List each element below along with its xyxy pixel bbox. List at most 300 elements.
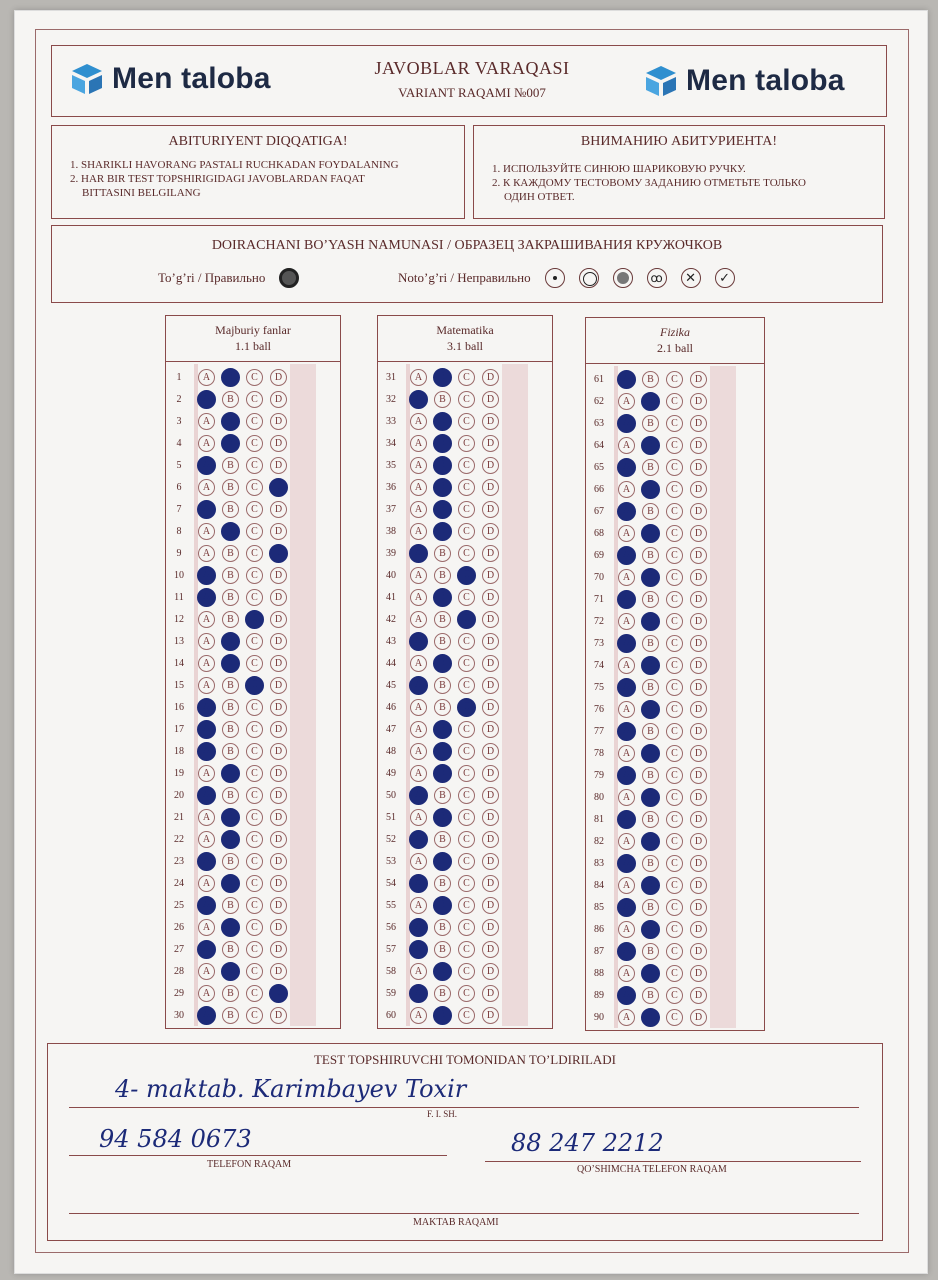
answer-bubble-c[interactable]: C [246, 435, 263, 452]
answer-bubble-a[interactable]: A [410, 809, 427, 826]
answer-bubble-a[interactable]: A [410, 655, 427, 672]
answer-bubble-b[interactable]: B [221, 522, 240, 541]
answer-bubble-b[interactable]: B [222, 897, 239, 914]
answer-bubble-a[interactable]: A [197, 588, 216, 607]
answer-bubble-b[interactable]: B [642, 987, 659, 1004]
answer-bubble-d[interactable]: D [482, 545, 499, 562]
answer-bubble-d[interactable]: D [482, 919, 499, 936]
answer-bubble-a[interactable]: A [198, 611, 215, 628]
answer-bubble-c[interactable]: C [246, 985, 263, 1002]
answer-bubble-d[interactable]: D [482, 985, 499, 1002]
answer-bubble-c[interactable]: C [246, 853, 263, 870]
answer-bubble-b[interactable]: B [434, 611, 451, 628]
answer-bubble-b[interactable]: B [434, 545, 451, 562]
answer-bubble-b[interactable]: B [222, 611, 239, 628]
answer-bubble-a[interactable]: A [617, 370, 636, 389]
answer-bubble-d[interactable]: D [690, 987, 707, 1004]
answer-bubble-c[interactable]: C [458, 369, 475, 386]
answer-bubble-a[interactable]: A [618, 789, 635, 806]
answer-bubble-a[interactable]: A [410, 435, 427, 452]
answer-bubble-d[interactable]: D [482, 523, 499, 540]
answer-bubble-c[interactable]: C [458, 941, 475, 958]
answer-bubble-c[interactable]: C [666, 635, 683, 652]
answer-bubble-c[interactable]: C [246, 699, 263, 716]
answer-bubble-a[interactable]: A [409, 786, 428, 805]
answer-bubble-b[interactable]: B [434, 677, 451, 694]
answer-bubble-a[interactable]: A [198, 765, 215, 782]
answer-bubble-b[interactable]: B [222, 1007, 239, 1024]
answer-bubble-a[interactable]: A [409, 984, 428, 1003]
answer-bubble-c[interactable]: C [458, 589, 475, 606]
answer-bubble-a[interactable]: A [410, 963, 427, 980]
answer-bubble-d[interactable]: D [482, 831, 499, 848]
answer-bubble-d[interactable]: D [482, 677, 499, 694]
answer-bubble-a[interactable]: A [409, 874, 428, 893]
answer-bubble-a[interactable]: A [198, 985, 215, 1002]
answer-bubble-d[interactable]: D [482, 699, 499, 716]
answer-bubble-b[interactable]: B [641, 876, 660, 895]
answer-bubble-b[interactable]: B [222, 699, 239, 716]
answer-bubble-a[interactable]: A [618, 393, 635, 410]
answer-bubble-a[interactable]: A [198, 413, 215, 430]
fio-value[interactable]: 4- maktab. Karimbayev Toxir [115, 1075, 467, 1103]
answer-bubble-c[interactable]: C [246, 391, 263, 408]
answer-bubble-a[interactable]: A [197, 852, 216, 871]
answer-bubble-d[interactable]: D [270, 567, 287, 584]
answer-bubble-b[interactable]: B [434, 919, 451, 936]
answer-bubble-c[interactable]: C [246, 479, 263, 496]
answer-bubble-c[interactable]: C [458, 809, 475, 826]
answer-bubble-d[interactable]: D [270, 633, 287, 650]
answer-bubble-c[interactable]: C [458, 875, 475, 892]
answer-bubble-d[interactable]: D [482, 611, 499, 628]
answer-bubble-a[interactable]: A [410, 743, 427, 760]
answer-bubble-c[interactable]: C [666, 833, 683, 850]
answer-bubble-c[interactable]: C [246, 721, 263, 738]
answer-bubble-c[interactable]: C [246, 963, 263, 980]
answer-bubble-c[interactable]: C [666, 965, 683, 982]
answer-bubble-a[interactable]: A [197, 1006, 216, 1025]
answer-bubble-d[interactable]: D [690, 767, 707, 784]
answer-bubble-c[interactable]: C [246, 743, 263, 760]
answer-bubble-c[interactable]: C [458, 655, 475, 672]
answer-bubble-b[interactable]: B [642, 811, 659, 828]
answer-bubble-a[interactable]: A [617, 942, 636, 961]
answer-bubble-d[interactable]: D [482, 413, 499, 430]
answer-bubble-c[interactable]: C [246, 919, 263, 936]
answer-bubble-c[interactable]: C [246, 655, 263, 672]
answer-bubble-d[interactable]: D [690, 1009, 707, 1026]
answer-bubble-d[interactable]: D [482, 567, 499, 584]
answer-bubble-a[interactable]: A [617, 502, 636, 521]
answer-bubble-c[interactable]: C [458, 677, 475, 694]
answer-bubble-a[interactable]: A [198, 369, 215, 386]
answer-bubble-d[interactable]: D [270, 919, 287, 936]
answer-bubble-b[interactable]: B [641, 612, 660, 631]
answer-bubble-a[interactable]: A [617, 986, 636, 1005]
answer-bubble-b[interactable]: B [433, 588, 452, 607]
answer-bubble-c[interactable]: C [666, 987, 683, 1004]
answer-bubble-b[interactable]: B [222, 985, 239, 1002]
answer-bubble-d[interactable]: D [690, 437, 707, 454]
answer-bubble-c[interactable]: C [246, 567, 263, 584]
answer-bubble-a[interactable]: A [410, 479, 427, 496]
answer-bubble-d[interactable]: D [270, 897, 287, 914]
answer-bubble-c[interactable]: C [458, 985, 475, 1002]
answer-bubble-c[interactable]: C [458, 391, 475, 408]
answer-bubble-c[interactable]: C [666, 767, 683, 784]
answer-bubble-d[interactable]: D [270, 391, 287, 408]
answer-bubble-b[interactable]: B [222, 941, 239, 958]
answer-bubble-c[interactable]: C [666, 613, 683, 630]
answer-bubble-b[interactable]: B [641, 524, 660, 543]
answer-bubble-c[interactable]: C [666, 459, 683, 476]
answer-bubble-b[interactable]: B [642, 679, 659, 696]
answer-bubble-d[interactable]: D [482, 633, 499, 650]
answer-bubble-c[interactable]: C [458, 831, 475, 848]
answer-bubble-d[interactable]: D [482, 1007, 499, 1024]
answer-bubble-c[interactable]: C [666, 811, 683, 828]
answer-bubble-a[interactable]: A [410, 699, 427, 716]
answer-bubble-b[interactable]: B [221, 808, 240, 827]
answer-bubble-c[interactable]: C [458, 787, 475, 804]
answer-bubble-d[interactable]: D [482, 457, 499, 474]
answer-bubble-a[interactable]: A [198, 831, 215, 848]
answer-bubble-b[interactable]: B [433, 720, 452, 739]
answer-bubble-a[interactable]: A [198, 655, 215, 672]
answer-bubble-d[interactable]: D [270, 853, 287, 870]
answer-bubble-b[interactable]: B [433, 368, 452, 387]
answer-bubble-b[interactable]: B [222, 677, 239, 694]
answer-bubble-a[interactable]: A [618, 525, 635, 542]
answer-bubble-a[interactable]: A [197, 786, 216, 805]
answer-bubble-b[interactable]: B [641, 568, 660, 587]
answer-bubble-a[interactable]: A [197, 742, 216, 761]
answer-bubble-d[interactable]: D [270, 501, 287, 518]
answer-bubble-a[interactable]: A [618, 745, 635, 762]
answer-bubble-d[interactable]: D [690, 503, 707, 520]
answer-bubble-b[interactable]: B [434, 875, 451, 892]
answer-bubble-d[interactable]: D [270, 589, 287, 606]
answer-bubble-d[interactable]: D [690, 393, 707, 410]
answer-bubble-a[interactable]: A [617, 766, 636, 785]
answer-bubble-c[interactable]: C [246, 831, 263, 848]
answer-bubble-b[interactable]: B [221, 830, 240, 849]
answer-bubble-c[interactable]: C [666, 481, 683, 498]
answer-bubble-b[interactable]: B [222, 479, 239, 496]
answer-bubble-d[interactable]: D [690, 415, 707, 432]
answer-bubble-d[interactable]: D [482, 655, 499, 672]
answer-bubble-c[interactable]: C [666, 393, 683, 410]
answer-bubble-d[interactable]: D [270, 831, 287, 848]
answer-bubble-a[interactable]: A [617, 678, 636, 697]
answer-bubble-b[interactable]: B [222, 457, 239, 474]
answer-bubble-d[interactable]: D [690, 921, 707, 938]
answer-bubble-d[interactable]: D [482, 875, 499, 892]
answer-bubble-c[interactable]: C [666, 437, 683, 454]
answer-bubble-a[interactable]: A [409, 918, 428, 937]
answer-bubble-d[interactable]: D [482, 809, 499, 826]
answer-bubble-c[interactable]: C [458, 457, 475, 474]
answer-bubble-b[interactable]: B [221, 368, 240, 387]
answer-bubble-b[interactable]: B [641, 744, 660, 763]
answer-bubble-a[interactable]: A [617, 634, 636, 653]
answer-bubble-b[interactable]: B [641, 436, 660, 455]
answer-bubble-a[interactable]: A [197, 500, 216, 519]
answer-bubble-d[interactable]: D [270, 809, 287, 826]
answer-bubble-a[interactable]: A [409, 390, 428, 409]
answer-bubble-b[interactable]: B [222, 743, 239, 760]
answer-bubble-d[interactable]: D [270, 743, 287, 760]
answer-bubble-b[interactable]: B [641, 656, 660, 675]
answer-bubble-d[interactable]: D [269, 544, 288, 563]
answer-bubble-d[interactable]: D [482, 391, 499, 408]
answer-bubble-a[interactable]: A [198, 963, 215, 980]
answer-bubble-d[interactable]: D [270, 699, 287, 716]
answer-bubble-b[interactable]: B [642, 503, 659, 520]
answer-bubble-b[interactable]: B [642, 415, 659, 432]
answer-bubble-d[interactable]: D [690, 811, 707, 828]
answer-bubble-a[interactable]: A [410, 457, 427, 474]
answer-bubble-a[interactable]: A [618, 1009, 635, 1026]
answer-bubble-a[interactable]: A [618, 965, 635, 982]
answer-bubble-a[interactable]: A [198, 677, 215, 694]
answer-bubble-a[interactable]: A [410, 853, 427, 870]
answer-bubble-d[interactable]: D [482, 787, 499, 804]
answer-bubble-d[interactable]: D [270, 369, 287, 386]
answer-bubble-b[interactable]: B [433, 962, 452, 981]
answer-bubble-b[interactable]: B [222, 721, 239, 738]
answer-bubble-c[interactable]: C [458, 853, 475, 870]
answer-bubble-c[interactable]: C [666, 701, 683, 718]
answer-bubble-c[interactable]: C [246, 589, 263, 606]
answer-bubble-d[interactable]: D [690, 701, 707, 718]
answer-bubble-c[interactable]: C [666, 723, 683, 740]
answer-bubble-c[interactable]: C [457, 566, 476, 585]
answer-bubble-c[interactable]: C [246, 809, 263, 826]
answer-bubble-d[interactable]: D [482, 941, 499, 958]
answer-bubble-b[interactable]: B [221, 412, 240, 431]
answer-bubble-d[interactable]: D [690, 525, 707, 542]
answer-bubble-b[interactable]: B [433, 896, 452, 915]
answer-bubble-c[interactable]: C [666, 591, 683, 608]
answer-bubble-c[interactable]: C [246, 523, 263, 540]
answer-bubble-c[interactable]: C [246, 765, 263, 782]
answer-bubble-a[interactable]: A [409, 632, 428, 651]
phone-value[interactable]: 94 584 0673 [99, 1125, 252, 1153]
answer-bubble-d[interactable]: D [690, 877, 707, 894]
answer-bubble-d[interactable]: D [270, 721, 287, 738]
answer-bubble-a[interactable]: A [617, 722, 636, 741]
answer-bubble-c[interactable]: C [246, 545, 263, 562]
answer-bubble-d[interactable]: D [482, 369, 499, 386]
answer-bubble-c[interactable]: C [666, 679, 683, 696]
answer-bubble-b[interactable]: B [433, 852, 452, 871]
answer-bubble-b[interactable]: B [434, 787, 451, 804]
answer-bubble-d[interactable]: D [690, 591, 707, 608]
answer-bubble-c[interactable]: C [246, 787, 263, 804]
answer-bubble-d[interactable]: D [270, 413, 287, 430]
answer-bubble-c[interactable]: C [666, 899, 683, 916]
answer-bubble-b[interactable]: B [221, 632, 240, 651]
extra-phone-value[interactable]: 88 247 2212 [511, 1129, 664, 1157]
answer-bubble-b[interactable]: B [222, 853, 239, 870]
answer-bubble-b[interactable]: B [641, 1008, 660, 1027]
answer-bubble-b[interactable]: B [433, 500, 452, 519]
answer-bubble-b[interactable]: B [222, 391, 239, 408]
answer-bubble-d[interactable]: D [270, 941, 287, 958]
answer-bubble-a[interactable]: A [617, 854, 636, 873]
answer-bubble-a[interactable]: A [197, 896, 216, 915]
answer-bubble-d[interactable]: D [482, 435, 499, 452]
answer-bubble-d[interactable]: D [270, 655, 287, 672]
answer-bubble-a[interactable]: A [197, 940, 216, 959]
answer-bubble-a[interactable]: A [618, 569, 635, 586]
answer-bubble-a[interactable]: A [198, 919, 215, 936]
answer-bubble-b[interactable]: B [642, 371, 659, 388]
answer-bubble-b[interactable]: B [221, 962, 240, 981]
answer-bubble-b[interactable]: B [641, 832, 660, 851]
answer-bubble-c[interactable]: C [458, 765, 475, 782]
answer-bubble-b[interactable]: B [433, 412, 452, 431]
answer-bubble-c[interactable]: C [666, 789, 683, 806]
answer-bubble-d[interactable]: D [482, 963, 499, 980]
answer-bubble-d[interactable]: D [690, 833, 707, 850]
answer-bubble-b[interactable]: B [221, 874, 240, 893]
answer-bubble-d[interactable]: D [270, 611, 287, 628]
answer-bubble-b[interactable]: B [642, 943, 659, 960]
answer-bubble-a[interactable]: A [618, 481, 635, 498]
answer-bubble-c[interactable]: C [666, 943, 683, 960]
answer-bubble-b[interactable]: B [642, 591, 659, 608]
answer-bubble-b[interactable]: B [433, 742, 452, 761]
answer-bubble-d[interactable]: D [482, 721, 499, 738]
answer-bubble-d[interactable]: D [690, 679, 707, 696]
answer-bubble-d[interactable]: D [482, 765, 499, 782]
answer-bubble-b[interactable]: B [434, 985, 451, 1002]
answer-bubble-c[interactable]: C [458, 897, 475, 914]
answer-bubble-c[interactable]: C [666, 371, 683, 388]
answer-bubble-d[interactable]: D [270, 963, 287, 980]
answer-bubble-d[interactable]: D [270, 677, 287, 694]
answer-bubble-a[interactable]: A [618, 613, 635, 630]
answer-bubble-a[interactable]: A [410, 567, 427, 584]
answer-bubble-a[interactable]: A [617, 546, 636, 565]
answer-bubble-c[interactable]: C [458, 633, 475, 650]
answer-bubble-d[interactable]: D [482, 479, 499, 496]
answer-bubble-d[interactable]: D [690, 899, 707, 916]
answer-bubble-c[interactable]: C [666, 569, 683, 586]
answer-bubble-a[interactable]: A [617, 414, 636, 433]
answer-bubble-a[interactable]: A [409, 830, 428, 849]
answer-bubble-d[interactable]: D [270, 523, 287, 540]
answer-bubble-d[interactable]: D [690, 547, 707, 564]
answer-bubble-b[interactable]: B [641, 700, 660, 719]
answer-bubble-b[interactable]: B [433, 456, 452, 475]
answer-bubble-c[interactable]: C [666, 745, 683, 762]
answer-bubble-b[interactable]: B [433, 764, 452, 783]
answer-bubble-b[interactable]: B [434, 699, 451, 716]
answer-bubble-b[interactable]: B [642, 723, 659, 740]
answer-bubble-d[interactable]: D [690, 657, 707, 674]
answer-bubble-a[interactable]: A [410, 721, 427, 738]
answer-bubble-d[interactable]: D [482, 589, 499, 606]
answer-bubble-a[interactable]: A [410, 765, 427, 782]
answer-bubble-b[interactable]: B [434, 633, 451, 650]
answer-bubble-d[interactable]: D [690, 965, 707, 982]
answer-bubble-b[interactable]: B [641, 480, 660, 499]
answer-bubble-a[interactable]: A [410, 369, 427, 386]
answer-bubble-d[interactable]: D [690, 613, 707, 630]
answer-bubble-b[interactable]: B [222, 787, 239, 804]
answer-bubble-a[interactable]: A [410, 413, 427, 430]
answer-bubble-d[interactable]: D [482, 743, 499, 760]
answer-bubble-b[interactable]: B [642, 767, 659, 784]
answer-bubble-b[interactable]: B [221, 654, 240, 673]
answer-bubble-a[interactable]: A [198, 633, 215, 650]
answer-bubble-d[interactable]: D [270, 435, 287, 452]
answer-bubble-c[interactable]: C [457, 610, 476, 629]
answer-bubble-d[interactable]: D [690, 745, 707, 762]
answer-bubble-b[interactable]: B [641, 392, 660, 411]
answer-bubble-d[interactable]: D [690, 569, 707, 586]
answer-bubble-c[interactable]: C [666, 921, 683, 938]
answer-bubble-b[interactable]: B [641, 788, 660, 807]
answer-bubble-a[interactable]: A [197, 390, 216, 409]
answer-bubble-c[interactable]: C [458, 1007, 475, 1024]
answer-bubble-c[interactable]: C [666, 657, 683, 674]
answer-bubble-c[interactable]: C [246, 875, 263, 892]
answer-bubble-a[interactable]: A [198, 809, 215, 826]
answer-bubble-d[interactable]: D [482, 853, 499, 870]
answer-bubble-c[interactable]: C [245, 610, 264, 629]
answer-bubble-c[interactable]: C [246, 1007, 263, 1024]
answer-bubble-c[interactable]: C [246, 941, 263, 958]
answer-bubble-a[interactable]: A [198, 479, 215, 496]
answer-bubble-a[interactable]: A [618, 921, 635, 938]
answer-bubble-b[interactable]: B [433, 654, 452, 673]
answer-bubble-c[interactable]: C [458, 523, 475, 540]
answer-bubble-a[interactable]: A [410, 897, 427, 914]
answer-bubble-a[interactable]: A [410, 611, 427, 628]
answer-bubble-d[interactable]: D [690, 481, 707, 498]
answer-bubble-b[interactable]: B [433, 1006, 452, 1025]
answer-bubble-d[interactable]: D [270, 765, 287, 782]
answer-bubble-a[interactable]: A [198, 435, 215, 452]
answer-bubble-c[interactable]: C [245, 676, 264, 695]
answer-bubble-c[interactable]: C [458, 501, 475, 518]
answer-bubble-b[interactable]: B [642, 899, 659, 916]
answer-bubble-b[interactable]: B [221, 918, 240, 937]
answer-bubble-c[interactable]: C [666, 855, 683, 872]
answer-bubble-c[interactable]: C [246, 413, 263, 430]
answer-bubble-b[interactable]: B [642, 547, 659, 564]
answer-bubble-a[interactable]: A [197, 566, 216, 585]
answer-bubble-a[interactable]: A [409, 676, 428, 695]
answer-bubble-b[interactable]: B [434, 391, 451, 408]
answer-bubble-d[interactable]: D [690, 723, 707, 740]
answer-bubble-b[interactable]: B [221, 434, 240, 453]
answer-bubble-d[interactable]: D [269, 478, 288, 497]
answer-bubble-b[interactable]: B [434, 567, 451, 584]
answer-bubble-a[interactable]: A [617, 810, 636, 829]
answer-bubble-c[interactable]: C [458, 545, 475, 562]
answer-bubble-c[interactable]: C [458, 435, 475, 452]
answer-bubble-c[interactable]: C [666, 525, 683, 542]
answer-bubble-b[interactable]: B [642, 635, 659, 652]
answer-bubble-a[interactable]: A [618, 657, 635, 674]
answer-bubble-b[interactable]: B [222, 567, 239, 584]
